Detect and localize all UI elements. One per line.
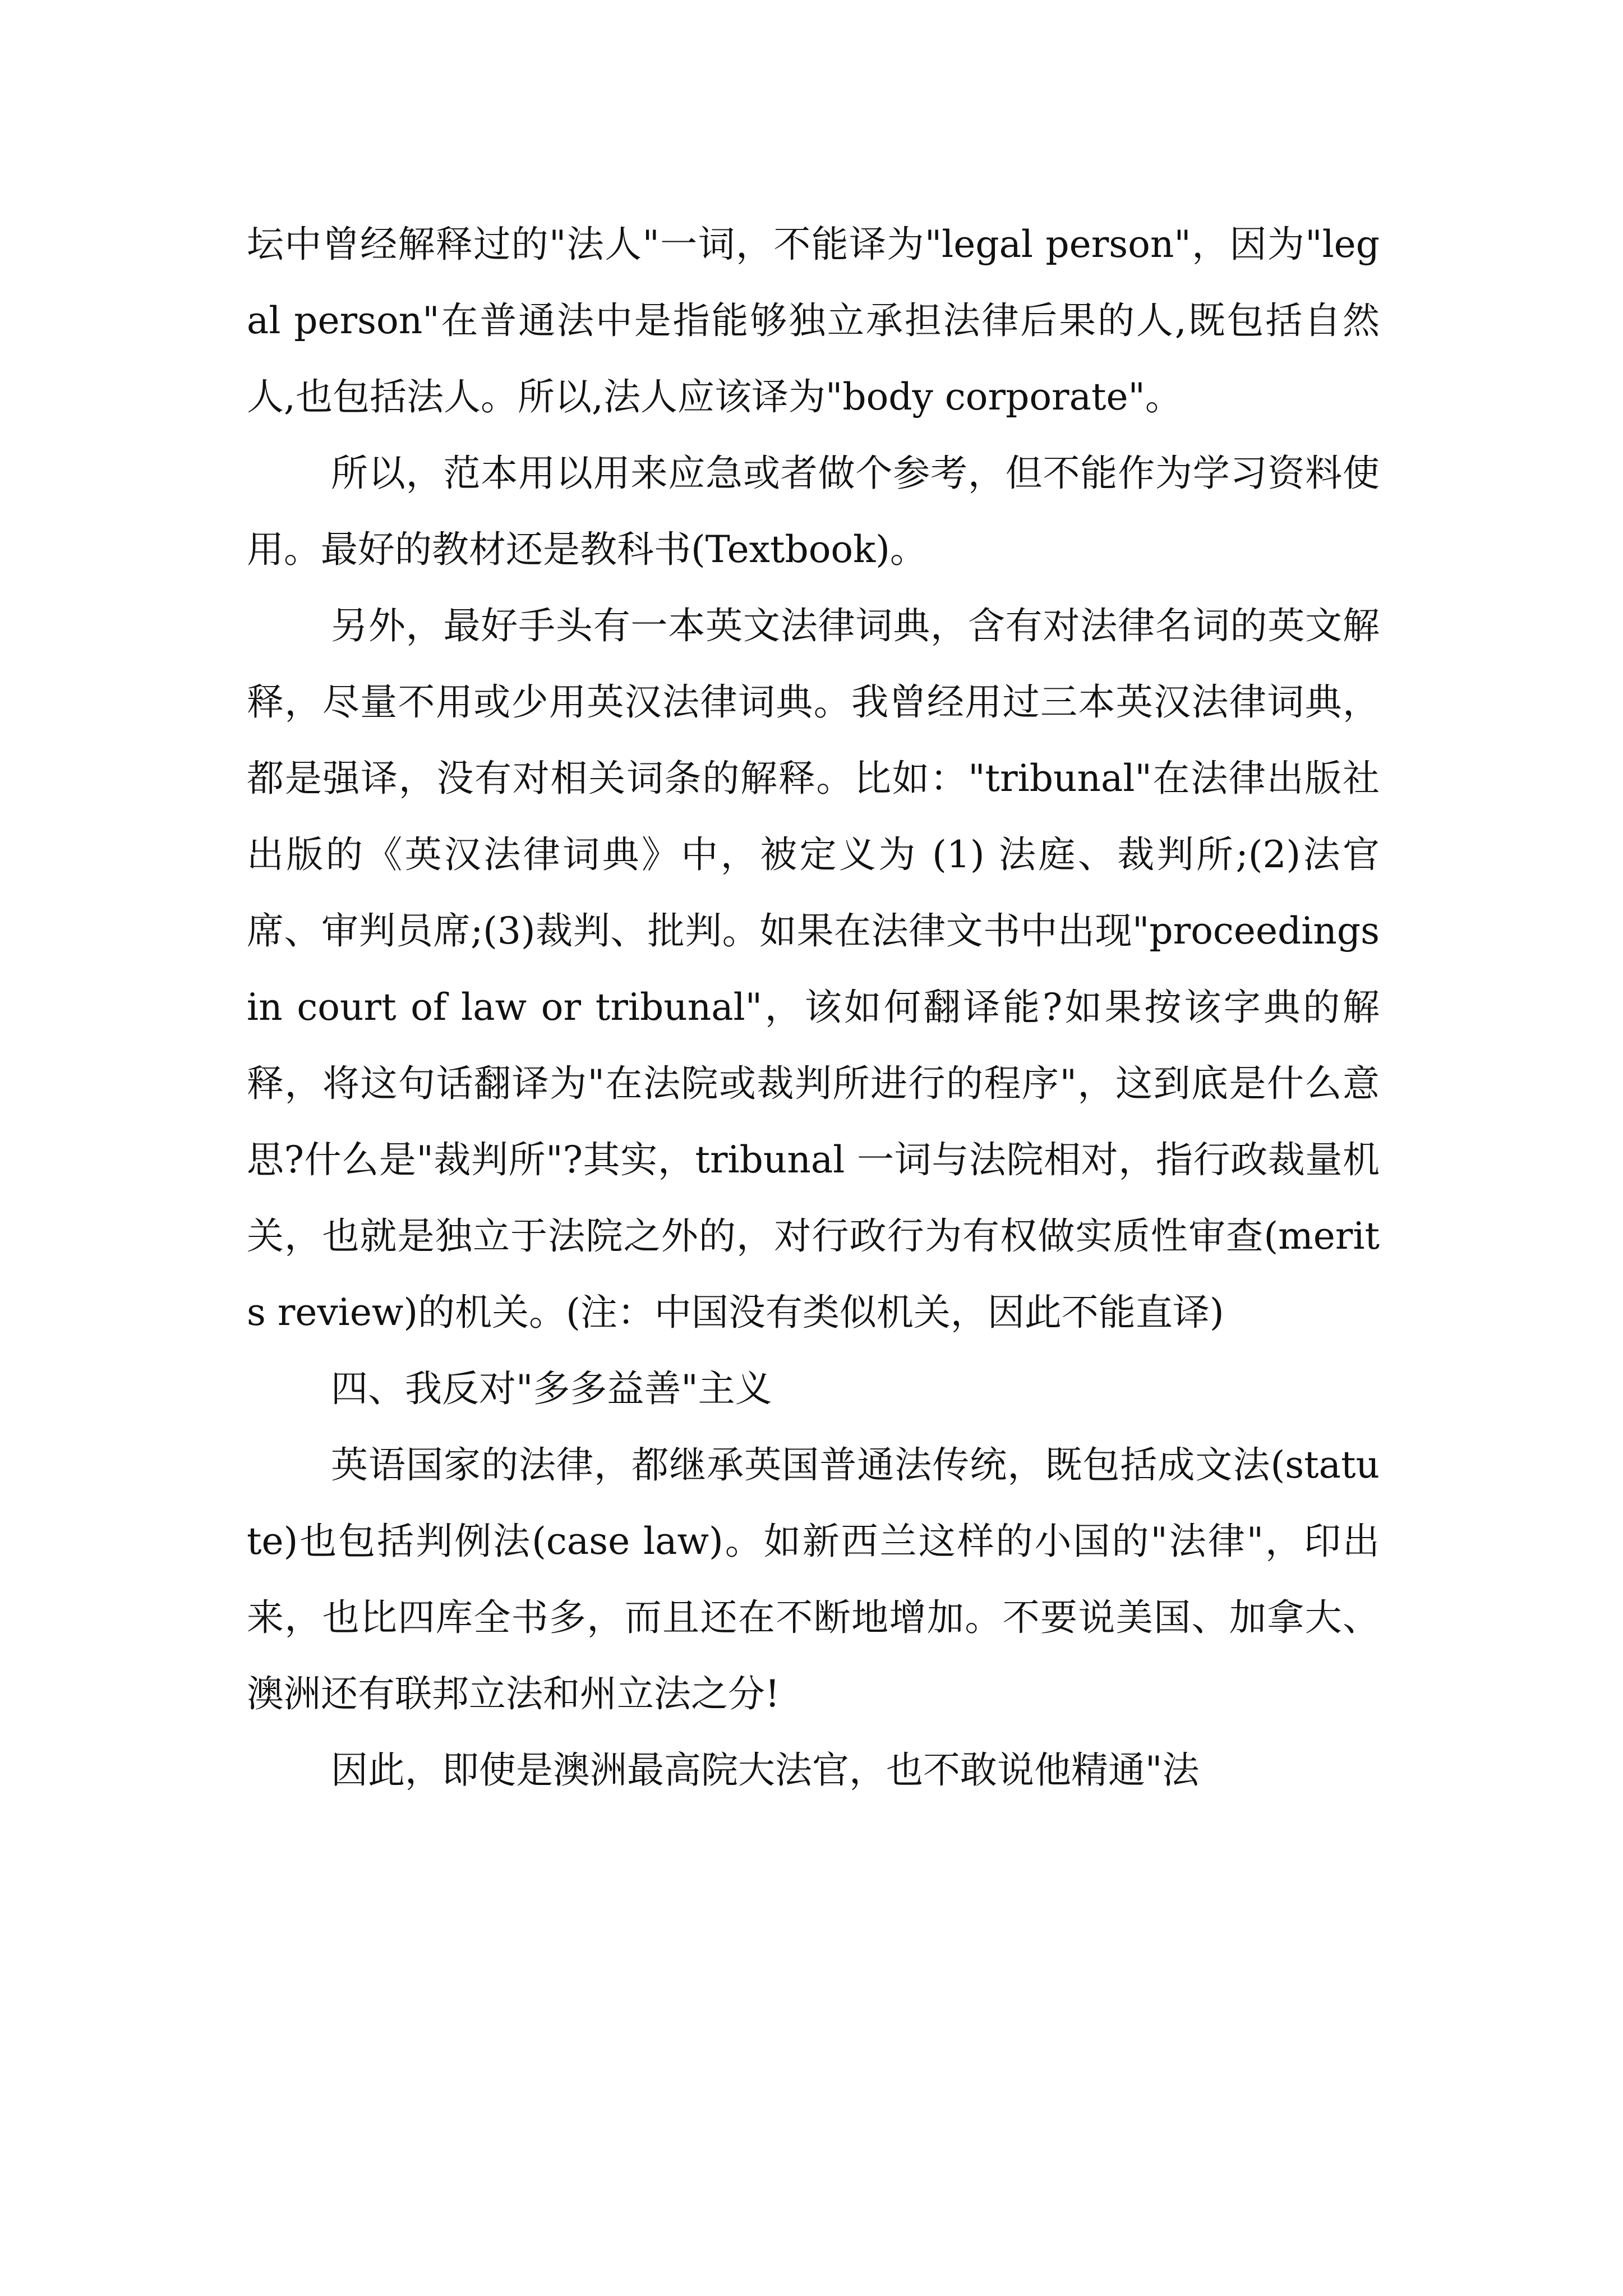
section-heading-four: 四、我反对"多多益善"主义 xyxy=(331,1367,772,1410)
paragraph-legal-person-translation: 坛中曾经解释过的"法人"一词，不能译为"legal person"，因为"legal person"在普通法中是指能够独立承担法律后果的人,既包括自然人,也包括法人。所以,法人应该译为"body corporate"。 xyxy=(247,223,1380,418)
paragraph-legal-dictionary: 另外，最好手头有一本英文法律词典，含有对法律名词的英文解释，尽量不用或少用英汉法律词典。我曾经用过三本英汉法律词典，都是强译，没有对相关词条的解释。比如："tribunal"在法律出版社出版的《英汉法律词典》中，被定义为 (1) 法庭、裁判所;(2)法官席、审判员席;(3)裁判、批判。如果在法律文书中出现"proceedings in court of law or tribunal"，该如何翻译能?如果按该字典的解释，将这句话翻译为"在法院或裁判所进行的程序"，这到底是什么意思?什么是"裁判所"?其实，tribunal 一词与法院相对，指行政裁量机关，也就是独立于法院之外的，对行政行为有权做实质性审查(merits review)的机关。(注：中国没有类似机关，因此不能直译) xyxy=(247,604,1380,1334)
document-body xyxy=(247,206,1380,1809)
paragraph-templates-reference: 所以，范本用以用来应急或者做个参考，但不能作为学习资料使用。最好的教材还是教科书(Textbook)。 xyxy=(247,452,1380,571)
paragraph-high-court-justice: 因此，即使是澳洲最高院大法官，也不敢说他精通"法 xyxy=(331,1749,1200,1792)
paragraph-common-law-tradition: 英语国家的法律，都继承英国普通法传统，既包括成文法(statute)也包括判例法(case law)。如新西兰这样的小国的"法律"，印出来，也比四库全书多，而且还在不断地增加。不要说美国、加拿大、澳洲还有联邦立法和州立法之分! xyxy=(247,1443,1380,1715)
